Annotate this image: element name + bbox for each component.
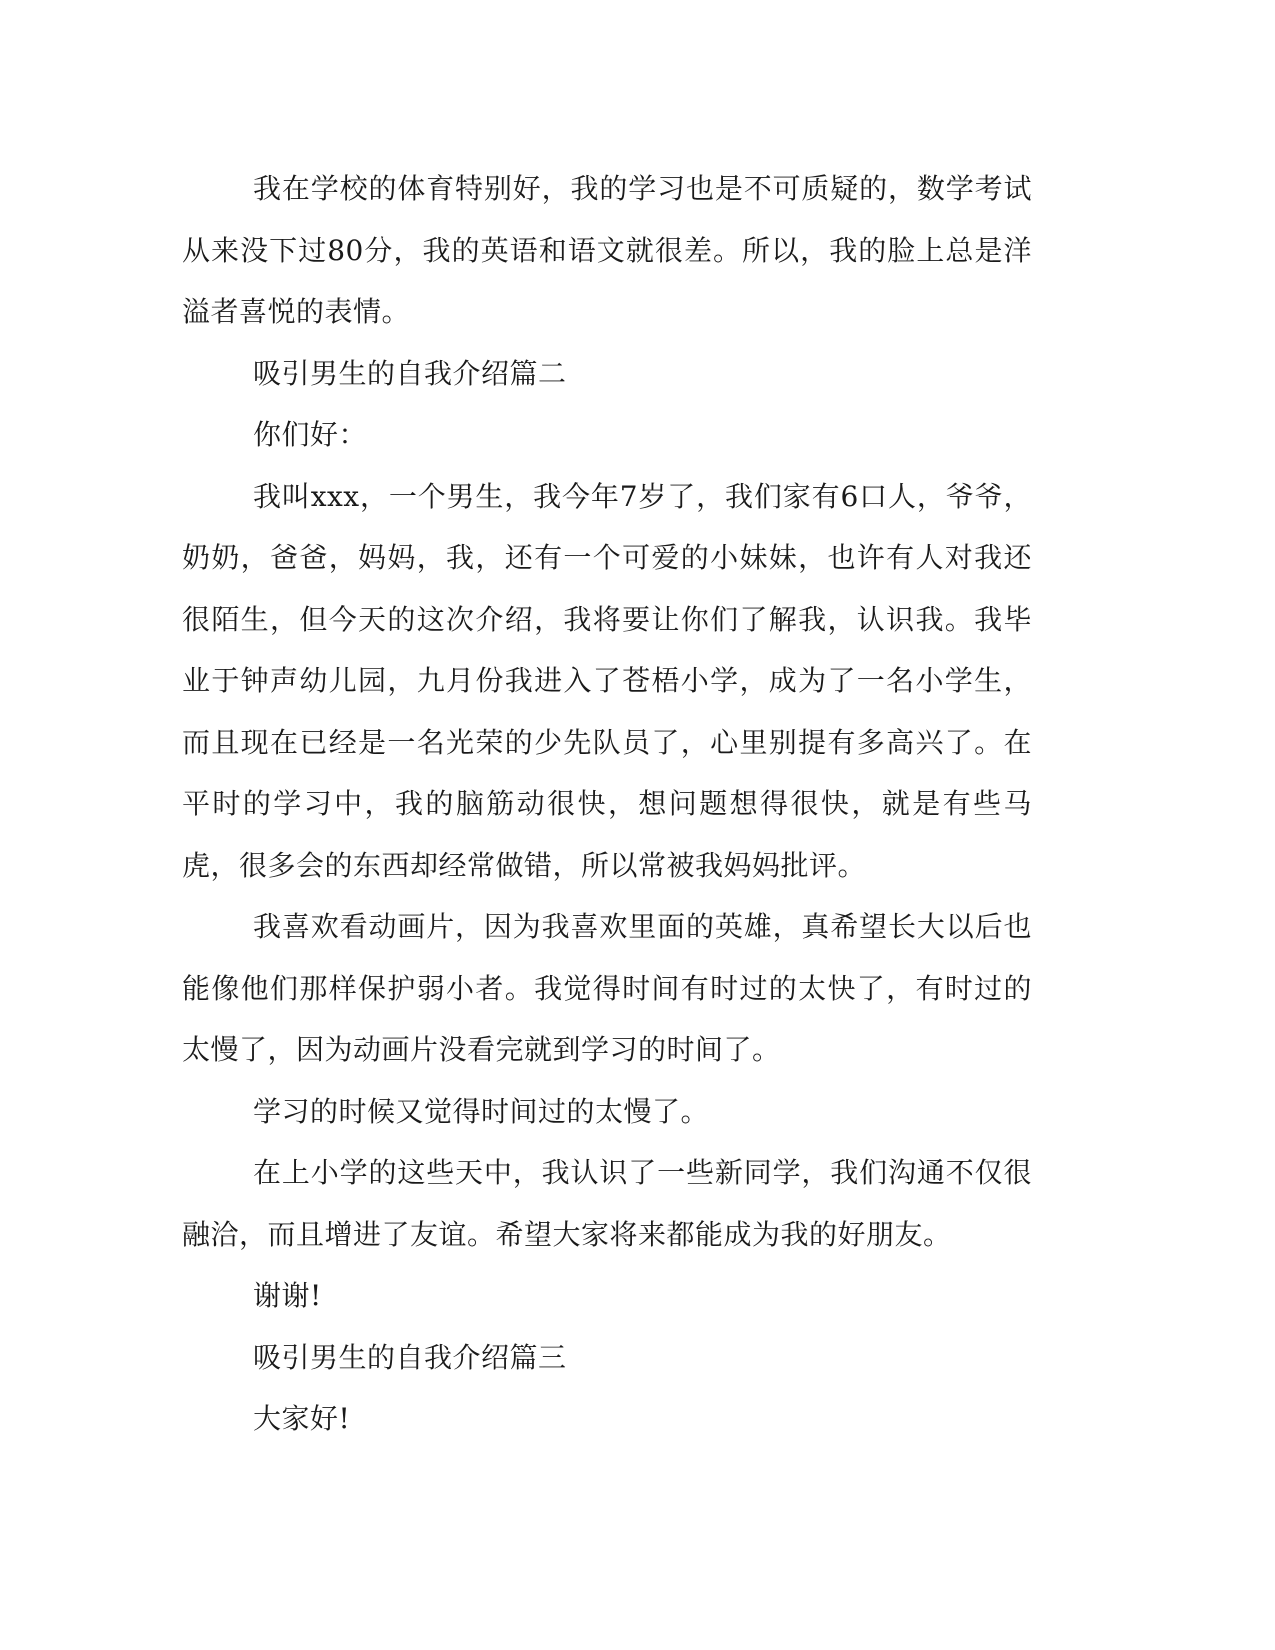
closing-thanks: 谢谢! <box>253 1279 322 1312</box>
paragraph-self-introduction: 我叫xxx，一个男生，我今年7岁了，我们家有6口人，爷爷，奶奶，爸爸，妈妈，我，还有一个可爱的小妹妹，也许有人对我还很陌生，但今天的这次介绍，我将要让你们了解我，认识我。我毕业于钟声幼儿园，九月份我进入了苍梧小学，成为了一名小学生，而且现在已经是一名光荣的少先队员了，心里别提有多高兴了。在平时的学习中，我的脑筋动很快，想问题想得很快，就是有些马虎，很多会的东西却经常做错，所以常被我妈妈批评。 <box>182 479 1032 882</box>
document-body <box>182 158 1032 1450</box>
paragraph-sports-and-study: 我在学校的体育特别好，我的学习也是不可质疑的，数学考试从来没下过80分，我的英语和语文就很差。所以，我的脸上总是洋溢者喜悦的表情。 <box>182 172 1032 328</box>
paragraph-new-classmates: 在上小学的这些天中，我认识了一些新同学，我们沟通不仅很融洽，而且增进了友谊。希望大家将来都能成为我的好朋友。 <box>182 1156 1032 1251</box>
section-heading-part-three: 吸引男生的自我介绍篇三 <box>253 1340 567 1374</box>
greeting-hello-everyone: 你们好： <box>253 418 368 451</box>
paragraph-cartoons: 我喜欢看动画片，因为我喜欢里面的英雄，真希望长大以后也能像他们那样保护弱小者。我觉得时间有时过的太快了，有时过的太慢了，因为动画片没看完就到学习的时间了。 <box>182 910 1032 1066</box>
paragraph-study-time-slow: 学习的时候又觉得时间过的太慢了。 <box>253 1094 710 1128</box>
greeting-hello-all: 大家好! <box>253 1402 351 1435</box>
section-heading-part-two: 吸引男生的自我介绍篇二 <box>253 356 567 390</box>
